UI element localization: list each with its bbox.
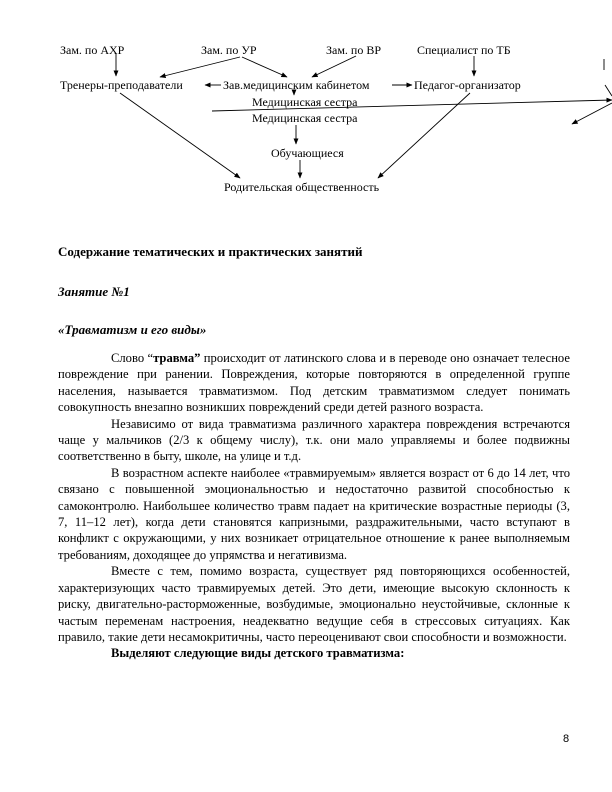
page-number: 8 bbox=[563, 733, 570, 745]
paragraph-1-start: Слово “ bbox=[111, 351, 154, 365]
node-spec-tb: Специалист по ТБ bbox=[417, 43, 511, 57]
arrow-ur-trainers bbox=[160, 57, 240, 77]
arrow-edge-upper bbox=[605, 85, 612, 96]
node-zav-med: Зав.медицинским кабинетом bbox=[223, 78, 370, 92]
lesson-title: «Травматизм и его виды» bbox=[58, 322, 207, 337]
node-students: Обучающиеся bbox=[271, 146, 344, 160]
arrow-trainers-parents bbox=[120, 93, 240, 178]
paragraph-5: Выделяют следующие виды детского травматизма: bbox=[111, 646, 405, 661]
node-pedagog: Педагог-организатор bbox=[414, 78, 521, 92]
node-zam-ahr: Зам. по АХР bbox=[60, 43, 125, 57]
node-zam-vr: Зам. по ВР bbox=[326, 43, 382, 57]
org-chart bbox=[0, 0, 612, 200]
lesson-number: Занятие №1 bbox=[58, 284, 130, 299]
section-heading: Содержание тематических и практических занятий bbox=[58, 244, 363, 259]
node-parents: Родительская общественность bbox=[224, 180, 380, 194]
document-content bbox=[58, 244, 570, 661]
paragraph-2: Независимо от вида травматизма различного характера повреждения встречаются чаще у мальчиков (2/3 к общему числу), т.к. они мало управляемы и более подвижны соответственно в быту, школе, на улице и т.д. bbox=[58, 416, 570, 464]
arrow-ur-zavmed bbox=[242, 57, 287, 77]
paragraph-3: В возрастном аспекте наиболее «травмируемым» является возраст от 6 до 14 лет, что связано с повышенной эмоциональностью и недостаточно развитой способностью к самоконтролю. Наибольшее количество травм падает на критические возрастные периоды (3, 7, 11–12 лет), когда дети становятся капризными, раздражительными, часто вступают в конфликт с окружающими, у них возникает отрицательное отношение к ранее выполняемым требованиям, доходящее до упрямства и негативизма. bbox=[58, 465, 570, 562]
arrow-long-right bbox=[212, 100, 612, 111]
term-trauma: травма” bbox=[153, 351, 201, 365]
diagram-arrows bbox=[0, 0, 612, 200]
arrow-vr-zavmed bbox=[312, 56, 356, 77]
node-nurse-1: Медицинская сестра bbox=[252, 95, 358, 109]
paragraph-1 bbox=[58, 350, 570, 416]
node-zam-ur: Зам. по УР bbox=[201, 43, 257, 57]
lesson-body bbox=[58, 350, 570, 662]
node-nurse-2: Медицинская сестра bbox=[252, 111, 358, 125]
paragraph-1-rest: происходит от латинского слова и в переводе оно означает телесное повреждение при ранении. Повреждения, которые повторяются в определенной группе населения, называется травматизмом. Под детским травматизмом следует понимать совокупность внезапно возникших повреждений среди детей разного возраста. bbox=[58, 351, 570, 415]
node-trainers: Тренеры-преподаватели bbox=[60, 78, 183, 92]
arrow-edge-lower bbox=[572, 103, 612, 124]
paragraph-4: Вместе с тем, помимо возраста, существует ряд повторяющихся особенностей, характеризующих часто травмируемых детей. Это дети, имеющие высокую склонность к риску, двигательно-расторможенные, возбудимые, эмоционально неустойчивые, склонные к частым переменам настроения, неадекватно ведущие себя в стрессовых ситуациях. Как правило, такие дети несамокритичны, часто переоценивают свои способности и возможности. bbox=[58, 564, 570, 644]
